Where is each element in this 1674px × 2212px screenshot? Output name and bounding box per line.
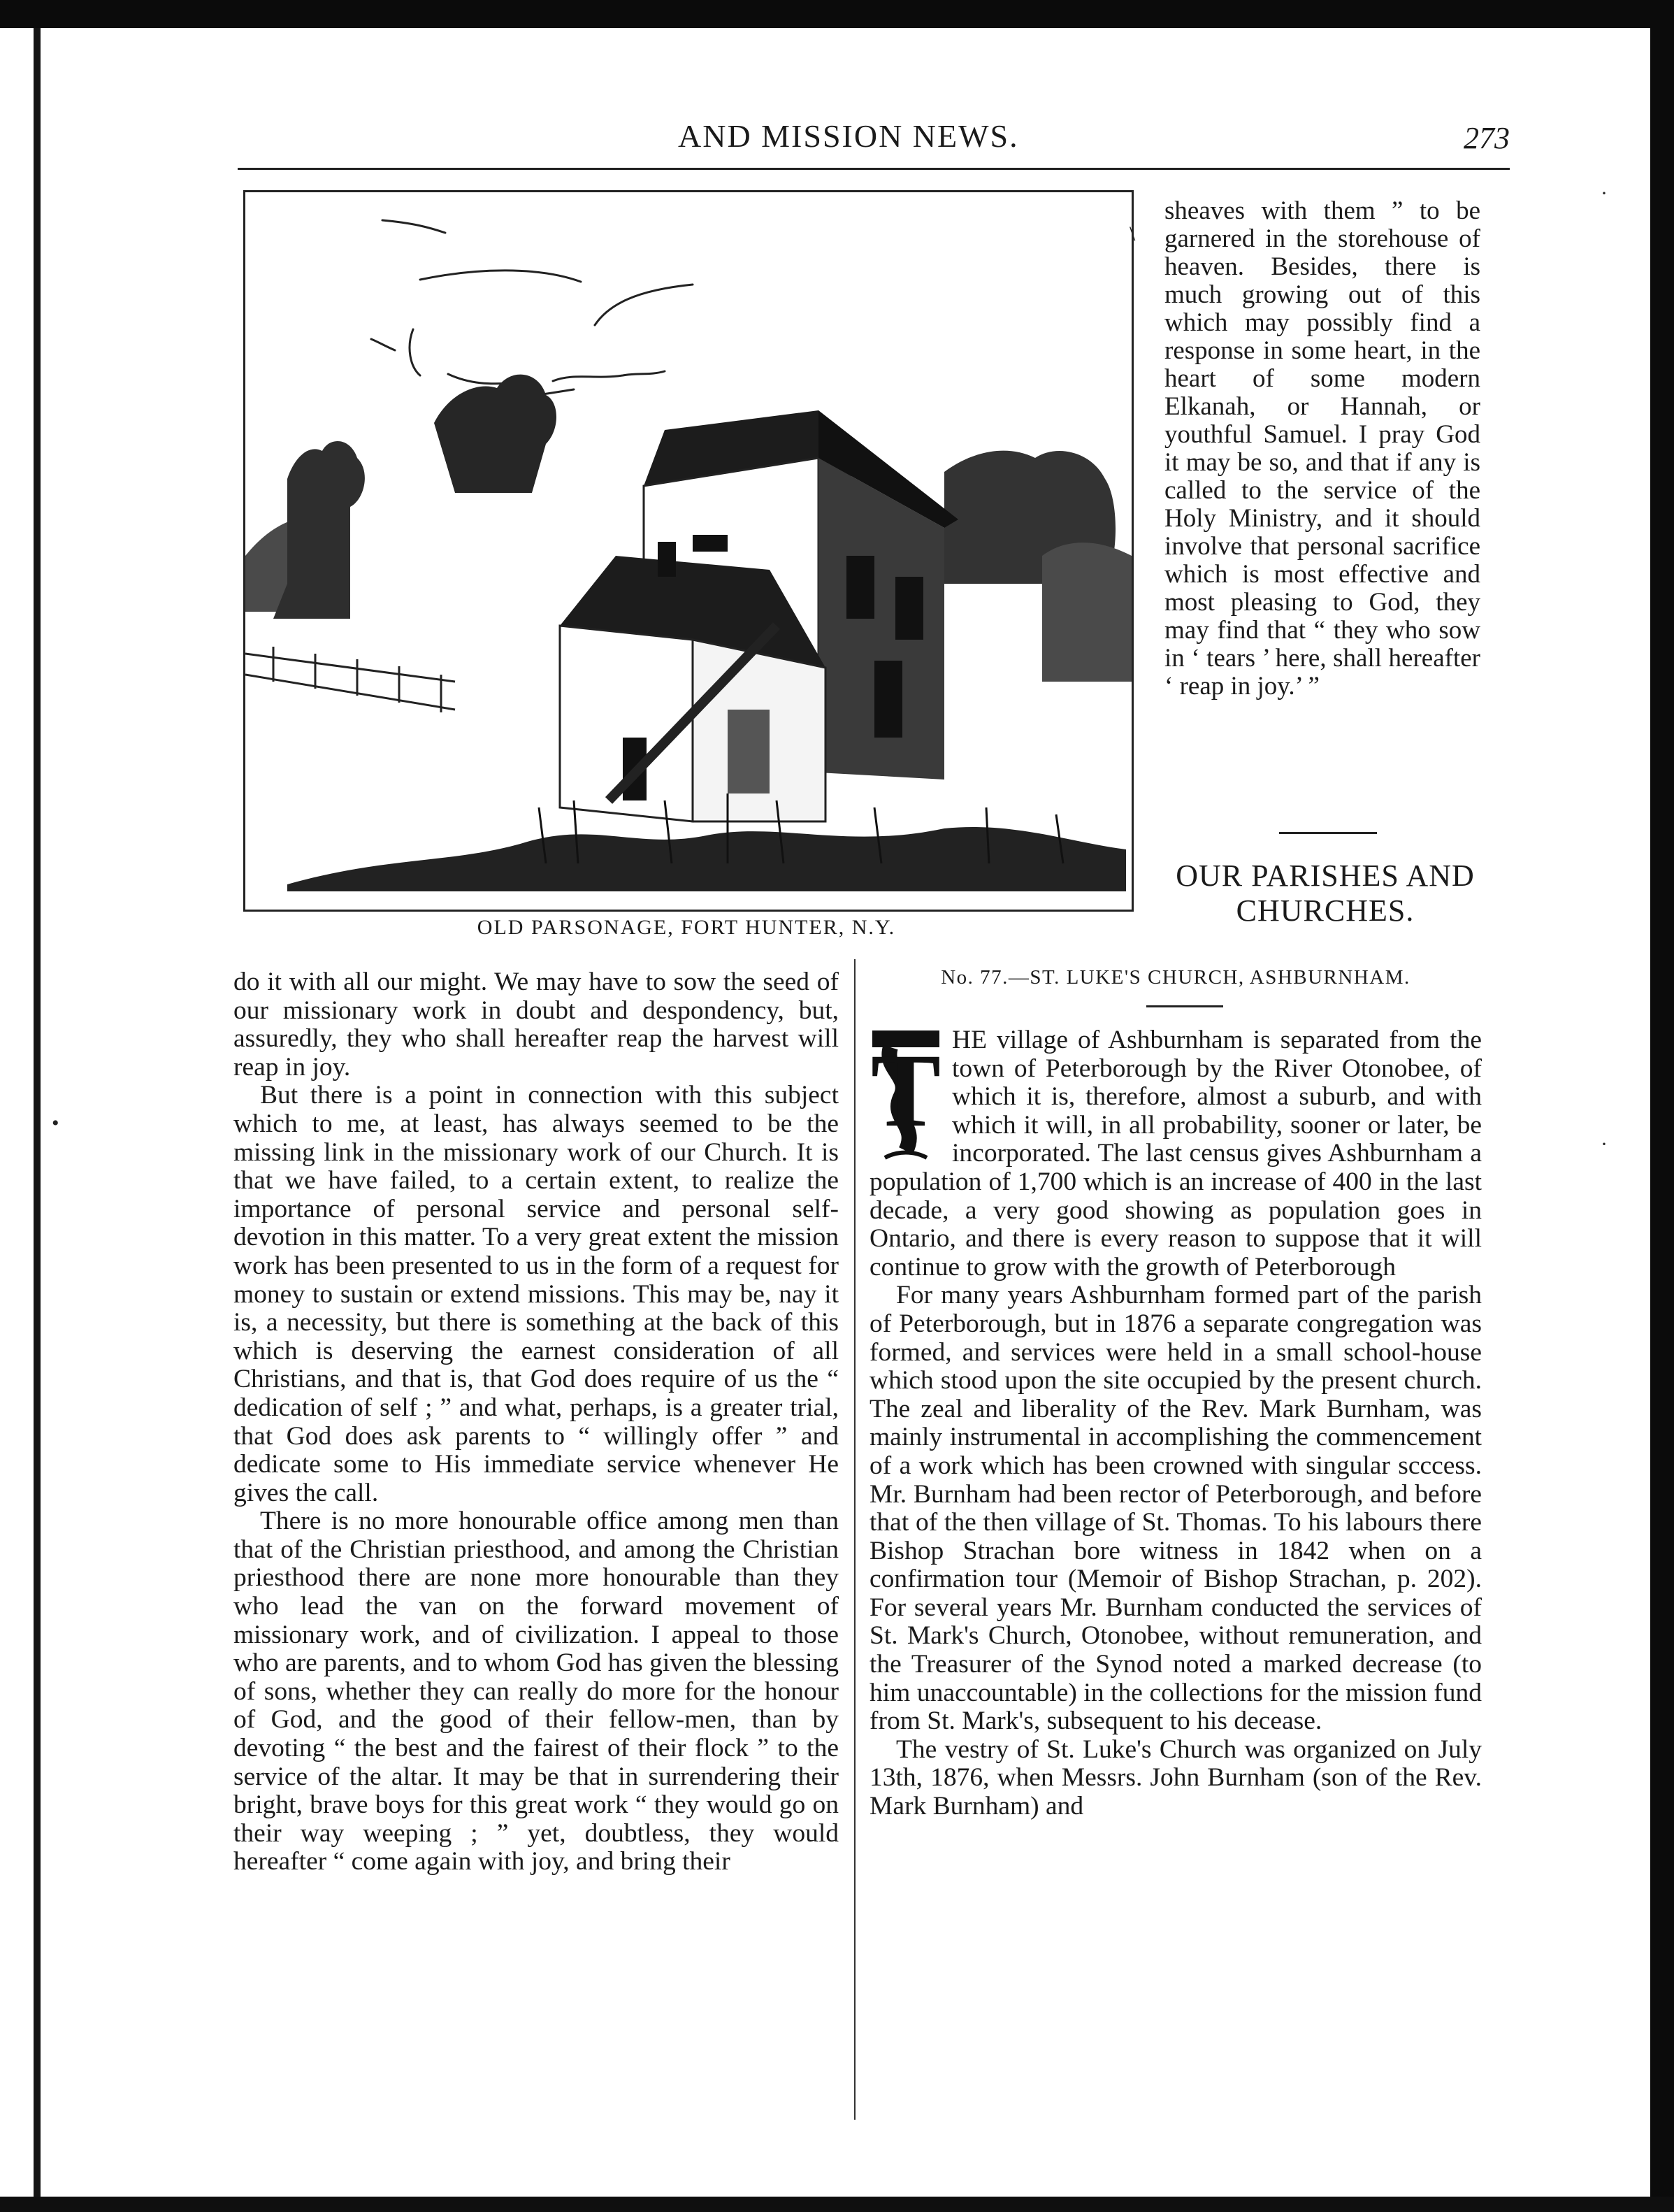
scan-border-bottom xyxy=(0,2197,1674,2212)
article-body xyxy=(870,1026,1482,1821)
scan-mark: · xyxy=(1601,1133,1608,1156)
column-divider xyxy=(854,959,856,2120)
section-heading: OUR PARISHES AND CHURCHES. xyxy=(1176,859,1475,928)
parsonage-illustration xyxy=(243,190,1134,912)
right-column-paragraph: sheaves with them ” to be garnered in the storehouse of heaven. Besides, there is much growing out of this which may possibly find a response in some heart, in the heart of some modern Elkanah, or Hannah, or youthful Samuel. I pray God it may be so, and that if any is called to the service of the Holy Ministry, and it should involve that personal sacrifice which is most effective and most pleasing to God, they may find that “ they who sow in ‘ tears ’ here, shall hereafter ‘ reap in joy.’ ” xyxy=(1164,196,1480,701)
left-paragraph-2: But there is a point in connection with this subject which to me, at least, has always seemed to be the missing link in the missionary work of our Church. It is that we have failed, to a certain extent, to realize the importance of personal service and personal self-devotion in this matter. To a very great extent the mission work has been presented to us in the form of a request for money to sustain or extend missions. This may be, nay it is, a necessity, but there is something at the back of this which is deserving the earnest consideration of all Christians, and that is, that God does require of us the “ dedication of self ; ” and what, perhaps, is a greater trial, that God does ask parents to “ willingly offer ” and dedicate some to His immediate service whenever He gives the call. xyxy=(233,1081,839,1507)
drop-cap-letter: T xyxy=(870,1033,941,1149)
article-title: No. 77.—ST. LUKE'S CHURCH, ASHBURNHAM. xyxy=(941,966,1410,989)
left-paragraph-1: do it with all our might. We may have to sow the seed of our missionary work in doubt and despondency, but, assuredly, they who shall hereafter reap the harvest will reap in joy. xyxy=(233,968,839,1082)
article-paragraph-1: HE village of Ashburnham is separated from the town of Peterborough by the River Otonobee, of which it is, therefore, almost a suburb, and with which it will, in all probability, sooner or later, be incorporated. The last census gives Ashburnham a population of 1,700 which is an increase of 400 in the last decade, a very good showing as population goes in Ontario, and there is every reason to suppose that it will continue to grow with the growth of Peterborough xyxy=(870,1026,1482,1281)
running-head xyxy=(238,117,1510,166)
page-title: AND MISSION NEWS. xyxy=(678,118,1019,154)
left-paragraph-3: There is no more honourable office among men than that of the Christian priesthood, and among the Christian priesthood there are none more honourable than they who lead the van on the forward movement of missionary work, and of civilization. I appeal to those who are parents, and to whom God has given the blessing of sons, whether they can really do more for the honour of God, and the good of their fellow-men, than by devoting “ the best and the fairest of their flock ” to the service of the altar. It may be that in surrendering their bright, brave boys for this great work “ they would go on their way weeping ; ” yet, doubtless, they would hereafter “ come again with joy, and bring their xyxy=(233,1507,839,1876)
section-rule xyxy=(1279,832,1377,834)
scan-mark: • xyxy=(52,1112,59,1135)
article-paragraph-3: The vestry of St. Luke's Church was organized on July 13th, 1876, when Messrs. John Burnham (son of the Rev. Mark Burnham) and xyxy=(870,1735,1482,1821)
scan-mark: \ xyxy=(1130,222,1136,245)
decorative-drop-cap-t xyxy=(870,1028,942,1168)
illustration-caption: OLD PARSONAGE, FORT HUNTER, N.Y. xyxy=(477,916,896,939)
article-paragraph-2: For many years Ashburnham formed part of the parish of Peterborough, but in 1876 a separate congregation was formed, and services were held in a small school-house which stood upon the site occupied by the present church. The zeal and liberality of the Rev. Mark Burnham, was mainly instrumental in accomplishing the commencement of a work which has been crowned with singular scccess. Mr. Burnham had been rector of Peterborough, and before that of the then village of St. Thomas. To his labours there Bishop Strachan bore witness in 1842 when on a confirmation tour (Memoir of Bishop Strachan, p. 202). For several years Mr. Burnham conducted the services of St. Mark's Church, Otonobee, without remuneration, and the Treasurer of the Synod noted a marked decrease (to him unaccountable) in the collections for the mission fund from St. Mark's, subsequent to his decease. xyxy=(870,1281,1482,1736)
scan-mark: · xyxy=(1601,182,1608,205)
header-rule xyxy=(238,168,1510,170)
right-column-continuation xyxy=(1164,197,1480,701)
scan-border-left xyxy=(0,28,43,2212)
scan-border-right xyxy=(1650,0,1674,2212)
left-column xyxy=(233,968,839,1876)
parsonage-engraving-image xyxy=(245,192,1132,910)
scan-border-top xyxy=(0,0,1674,28)
article-rule xyxy=(1146,1005,1223,1007)
page-number: 273 xyxy=(1464,121,1510,155)
